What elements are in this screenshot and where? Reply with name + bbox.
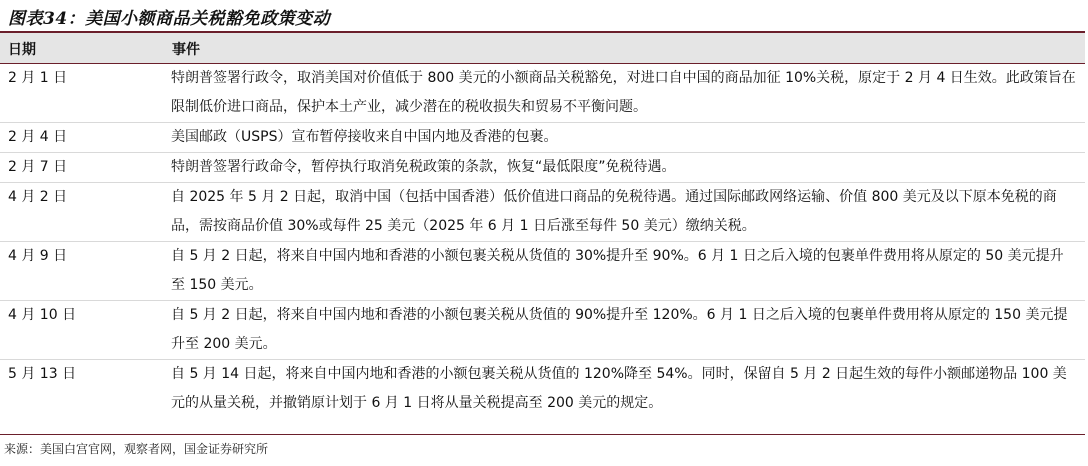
row-event: 特朗普签署行政令，取消美国对价值低于 800 美元的小额商品关税豁免，对进口自中国的商品加征 10%关税，原定于 2 月 4 日生效。此政策旨在限制低价进口商品，保护本土产业，减少潜在的税收损失和贸易不平衡问题。 <box>171 70 1076 115</box>
table-row <box>0 153 1085 183</box>
row-event: 自 2025 年 5 月 2 日起，取消中国（包括中国香港）低价值进口商品的免税待遇。通过国际邮政网络运输、价值 800 美元及以下原本免税的商品，需按商品价值 30%或每件 25 美元（2025 年 6 月 1 日后涨至每件 50 美元）缴纳关税。 <box>171 189 1057 234</box>
row-event: 美国邮政（USPS）宣布暂停接收来自中国内地及香港的包裹。 <box>171 129 558 145</box>
column-header-event: 事件 <box>172 42 200 58</box>
column-header-date: 日期 <box>8 42 36 58</box>
row-date: 4 月 10 日 <box>8 307 77 323</box>
row-event: 自 5 月 2 日起，将来自中国内地和香港的小额包裹关税从货值的 90%提升至 120%。6 月 1 日之后入境的包裹单件费用将从原定的 150 美元提升至 200 美元。 <box>171 307 1068 352</box>
row-date: 4 月 9 日 <box>8 248 68 264</box>
source-note: 来源：美国白宫官网，观察者网，国金证券研究所 <box>4 442 269 456</box>
row-date: 2 月 1 日 <box>8 70 68 86</box>
table-row <box>0 301 1085 360</box>
table-header <box>0 33 1085 63</box>
table-row <box>0 242 1085 301</box>
row-date: 4 月 2 日 <box>8 189 68 205</box>
policy-table-body <box>0 64 1085 418</box>
table-row <box>0 183 1085 242</box>
table-bottom-divider <box>0 434 1085 435</box>
row-event: 自 5 月 14 日起，将来自中国内地和香港的小额包裹关税从货值的 120%降至 54%。同时，保留自 5 月 2 日起生效的每件小额邮递物品 100 美元的从量关税，并撤销原计划于 6 月 1 日将从量关税提高至 200 美元的规定。 <box>171 366 1067 411</box>
table-row <box>0 123 1085 153</box>
row-date: 5 月 13 日 <box>8 366 77 382</box>
row-event: 自 5 月 2 日起，将来自中国内地和香港的小额包裹关税从货值的 30%提升至 90%。6 月 1 日之后入境的包裹单件费用将从原定的 50 美元提升至 150 美元。 <box>171 248 1064 293</box>
table-row <box>0 360 1085 418</box>
row-date: 2 月 7 日 <box>8 159 68 175</box>
page-title: 图表34：美国小额商品关税豁免政策变动 <box>8 9 331 29</box>
table-row <box>0 64 1085 123</box>
row-date: 2 月 4 日 <box>8 129 68 145</box>
row-event: 特朗普签署行政命令，暂停执行取消免税政策的条款，恢复“最低限度”免税待遇。 <box>171 159 676 175</box>
